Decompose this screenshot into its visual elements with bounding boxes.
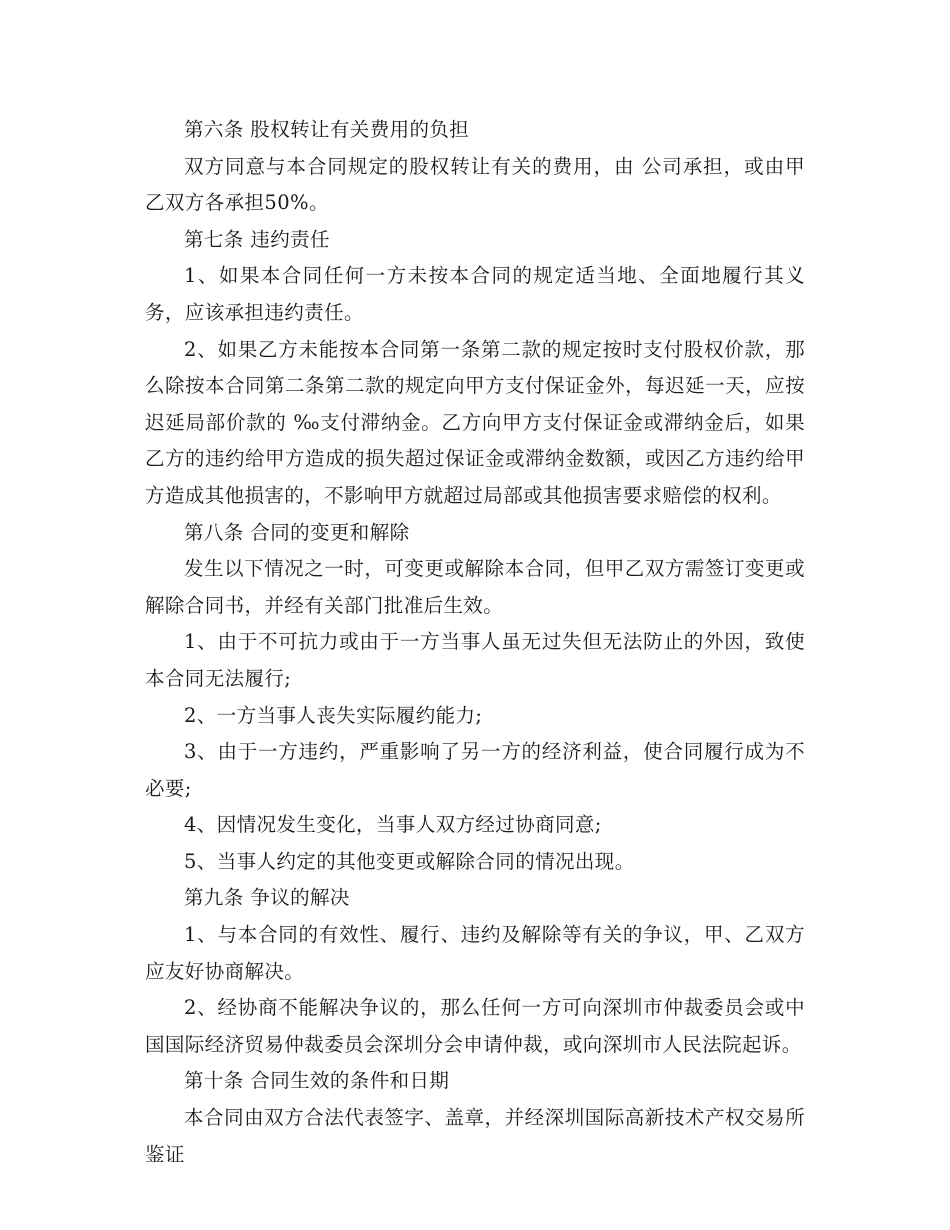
article-9-clause-1: 1、与本合同的有效性、履行、违约及解除等有关的争议，甲、乙双方应友好协商解决。: [145, 923, 805, 983]
article-9-clause-2: 2、经协商不能解决争议的，那么任何一方可向深圳市仲裁委员会或中国国际经济贸易仲裁委员会深圳分会申请仲裁，或向深圳市人民法院起诉。: [145, 996, 805, 1056]
article-8-item-4: 4、因情况发生变化，当事人双方经过协商同意;: [184, 813, 602, 837]
article-6-heading: 第六条 股权转让有关费用的负担: [184, 118, 470, 141]
article-10-heading: 第十条 合同生效的条件和日期: [184, 1069, 450, 1093]
article-8-intro: 发生以下情况之一时，可变更或解除本合同，但甲乙双方需签订变更或解除合同书，并经有关部门批准后生效。: [145, 557, 805, 617]
article-8-item-1: 1、由于不可抗力或由于一方当事人虽无过失但无法防止的外因，致使本合同无法履行;: [145, 630, 805, 690]
article-10-text: 本合同由双方合法代表签字、盖章，并经深圳国际高新技术产权交易所鉴证: [145, 1106, 805, 1166]
article-6-text: 双方同意与本合同规定的股权转让有关的费用，由 公司承担，或由甲乙双方各承担50%。: [145, 154, 805, 215]
article-8-item-5: 5、当事人约定的其他变更或解除合同的情况出现。: [184, 849, 635, 873]
article-7-clause-1: 1、如果本合同任何一方未按本合同的规定适当地、全面地履行其义务，应该承担违约责任。: [145, 264, 805, 324]
article-7-heading: 第七条 违约责任: [184, 227, 330, 251]
article-7-clause-2: 2、如果乙方未能按本合同第一条第二款的规定按时支付股权价款，那么除按本合同第二条第二款的规定向甲方支付保证金外，每迟延一天，应按迟延局部价款的 ‰支付滞纳金。乙方向甲方支付保证金或滞纳金后，如果乙方的违约给甲方造成的损失超过保证金或滞纳金数额，或因乙方违约给甲方造成其他损害的，不影响甲方就超过局部或其他损害要求赔偿的权利。: [145, 337, 805, 507]
article-8-item-3: 3、由于一方违约，严重影响了另一方的经济利益，使合同履行成为不必要;: [145, 740, 805, 800]
article-8-heading: 第八条 合同的变更和解除: [184, 520, 410, 544]
article-8-item-2: 2、一方当事人丧失实际履约能力;: [184, 703, 483, 727]
article-9-heading: 第九条 争议的解决: [184, 886, 350, 910]
document-body: [145, 112, 805, 1173]
